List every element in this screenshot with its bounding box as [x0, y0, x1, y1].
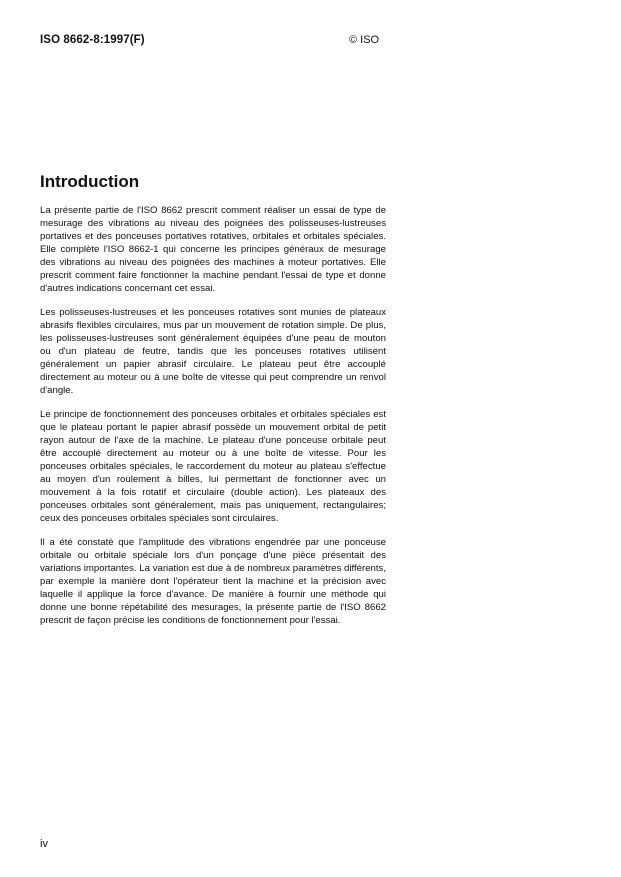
page-number: iv — [40, 838, 48, 850]
section-title: Introduction — [40, 172, 140, 191]
paragraph-scope: La présente partie de l'ISO 8662 prescrit comment réaliser un essai de type de mesurage des vibrations au niveau des poignées des polisseuses-lustreuses portatives et des ponceuses portatives rotatives, orbitales et orbitales spéciales. Elle complète l'ISO 8662-1 qui concerne les principes généraux de mesurage des vibrations au niveau des poignées des machines à moteur portatives. Elle prescrit comment faire fonctionner la machine pendant l'essai de type et donne d'autres indications concernant cet essai. — [40, 205, 386, 294]
copyright-notice: © ISO — [349, 34, 380, 46]
document-id: ISO 8662-8:1997(F) — [40, 34, 145, 46]
paragraph-test-conditions: Il a été constaté que l'amplitude des vibrations engendrée par une ponceuse orbitale ou orbitale spéciale lors d'un ponçage d'une pièce présentait des variations importantes. La variation est due à de nombreux paramètres différents, par exemple la manière dont l'opérateur tient la machine et la précision avec laquelle il applique la force d'avance. De manière à fournir une méthode qui donne une bonne répétabilité des mesurages, la présente partie de l'ISO 8662 prescrit de façon précise les conditions de fonctionnement pour l'essai. — [40, 537, 386, 626]
body-text — [40, 204, 386, 638]
paragraph-orbital-sanders: Le principe de fonctionnement des ponceuses orbitales et orbitales spéciales est que le plateau portant le papier abrasif possède un mouvement orbital de petit rayon autour de l'axe de la machine. Le plateau d'une ponceuse orbitale peut être accouplé directement au moteur ou à une boîte de vitesse. Pour les ponceuses orbitales spéciales, le raccordement du moteur au plateau s'effectue au moyen d'un roulement à billes, lui permettant de fonctionner avec un mouvement à la fois rotatif et circulaire (double action). Les plateaux des ponceuses orbitales sont généralement, mais pas uniquement, rectangulaires; ceux des ponceuses orbitales spéciales sont circulaires. — [40, 409, 386, 524]
paragraph-rotary-sanders: Les polisseuses-lustreuses et les ponceuses rotatives sont munies de plateaux abrasifs flexibles circulaires, mus par un mouvement de rotation simple. De plus, les polisseuses-lustreuses sont généralement équipées d'une peau de mouton ou d'un plateau de feutre, tandis que les ponceuses rotatives utilisent généralement un papier abrasif circulaire. Le plateau peut être accouplé directement au moteur ou à une boîte de vitesse qui peut comprendre un renvol d'angle. — [40, 307, 386, 396]
